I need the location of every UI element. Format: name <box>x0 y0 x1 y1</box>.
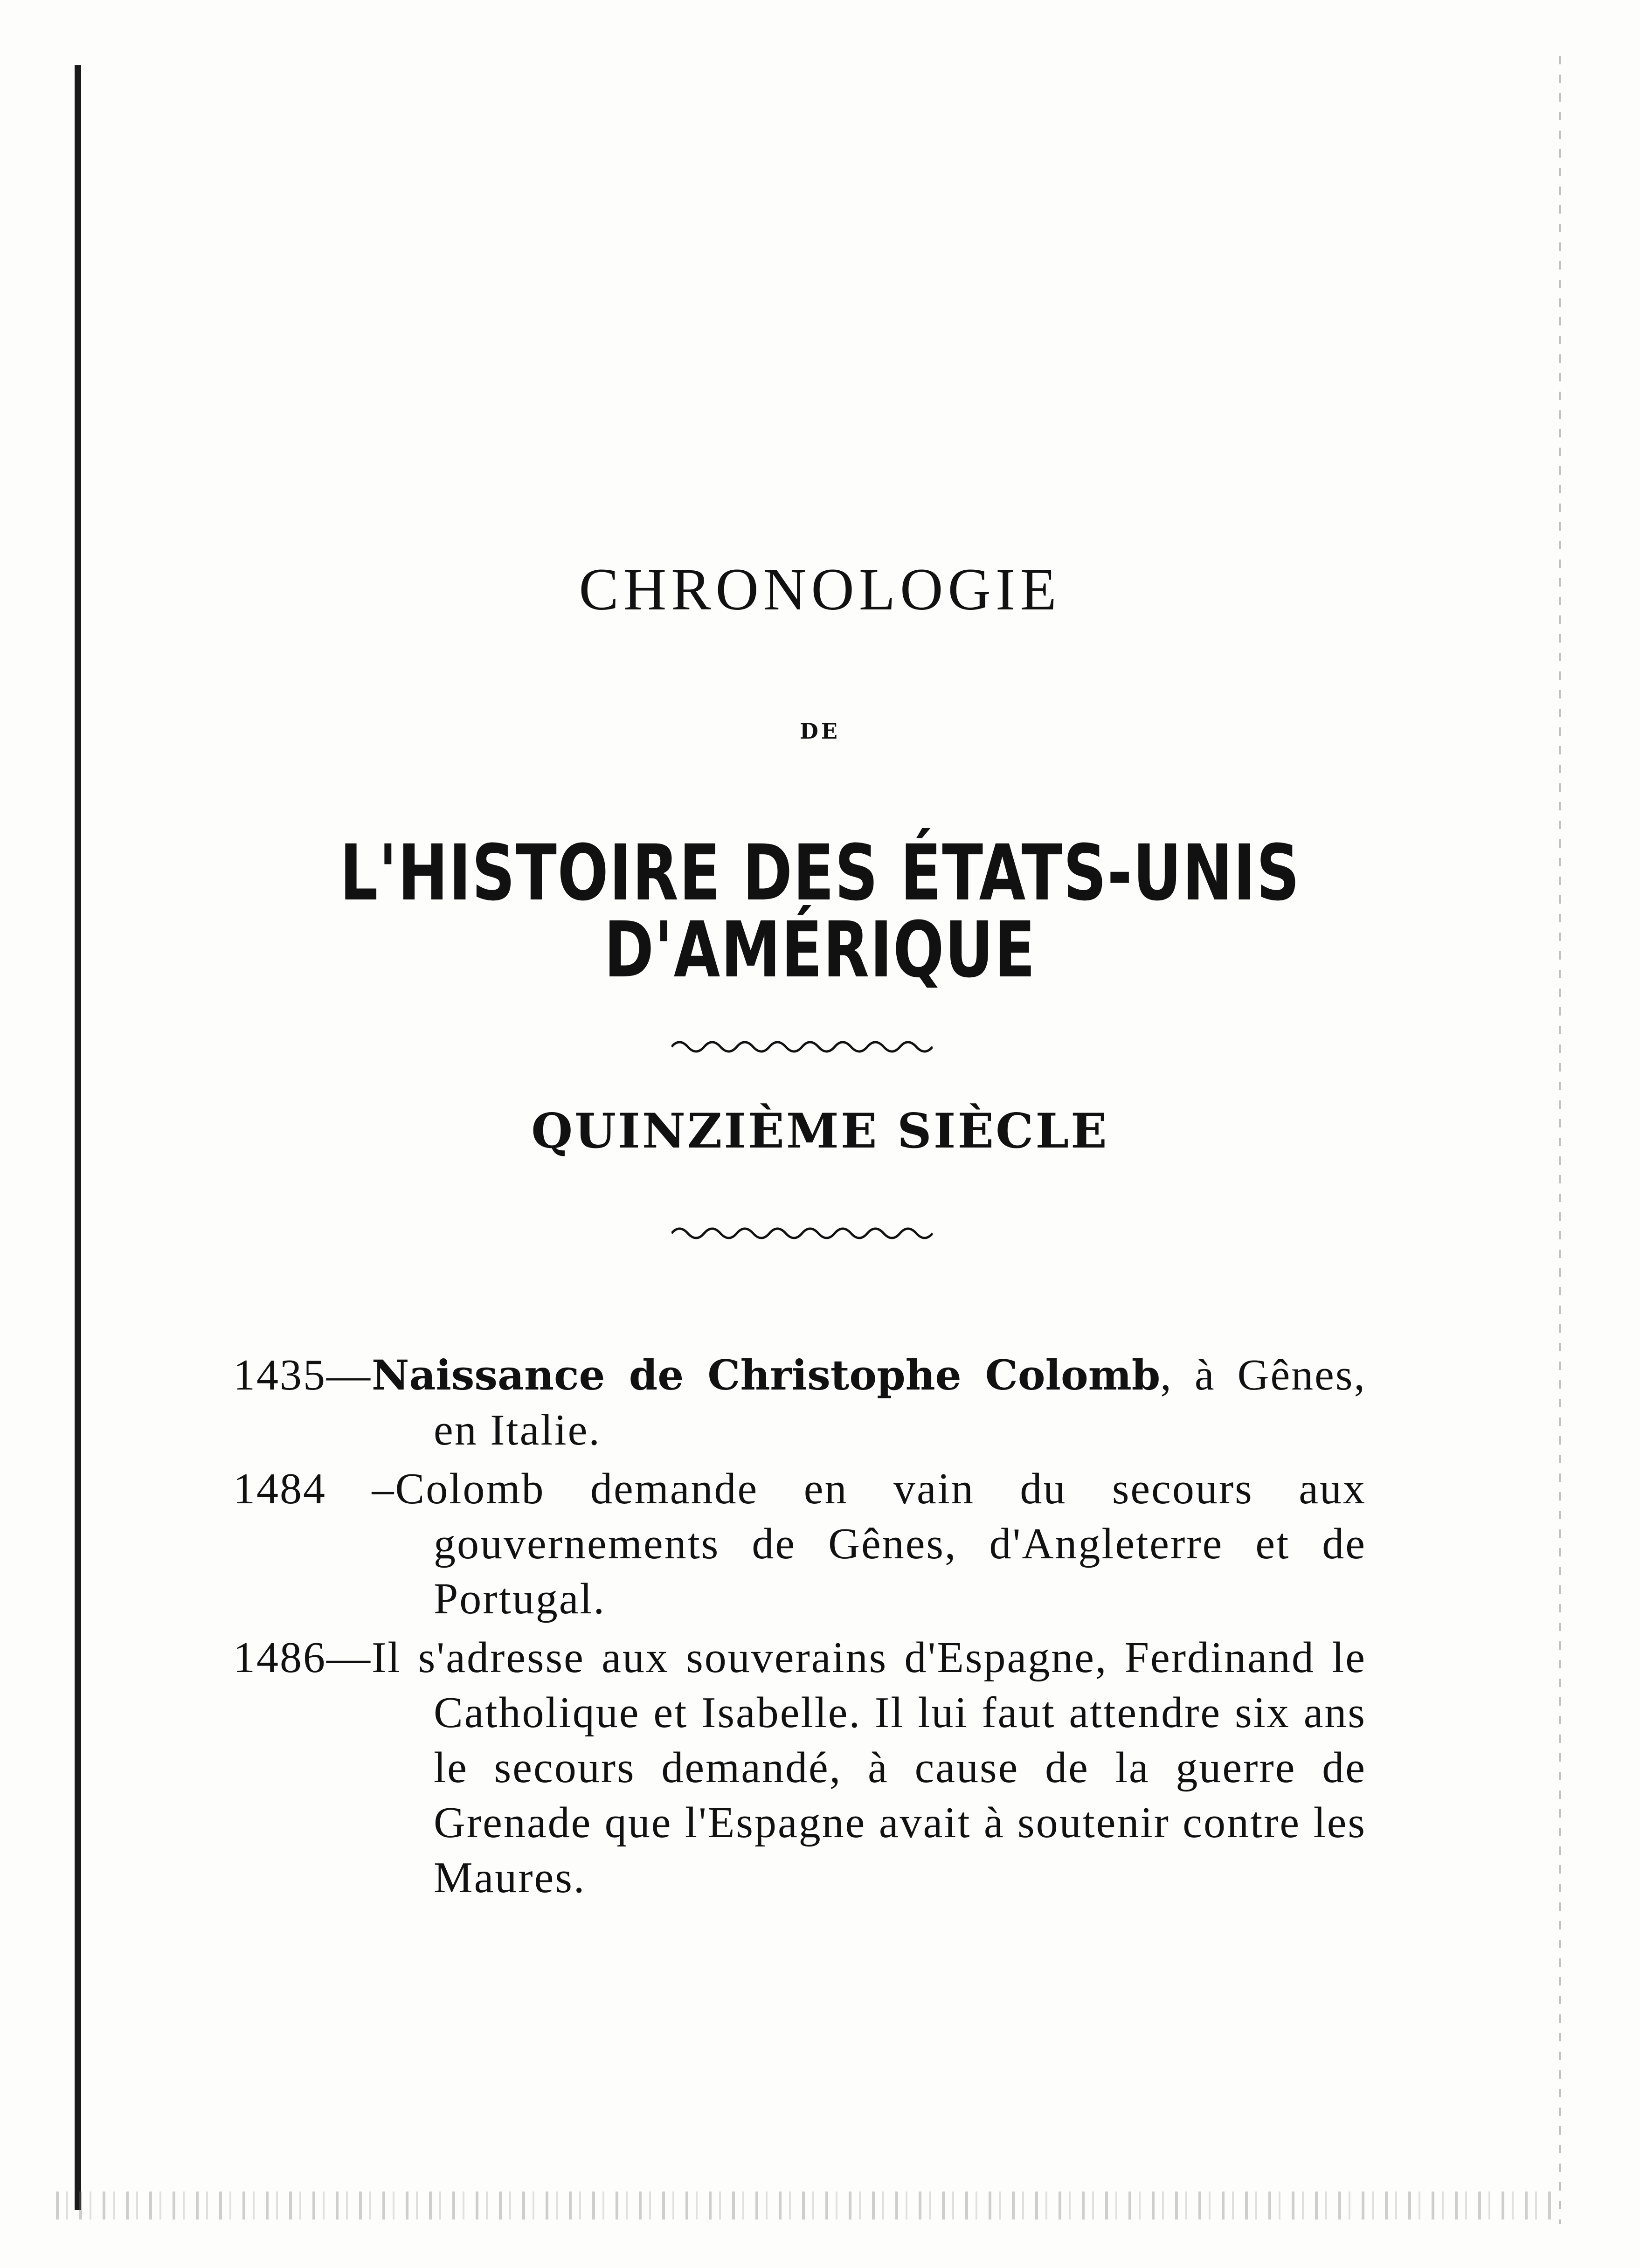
heading-de: DE <box>800 719 840 744</box>
entry-year: 1435 <box>233 1351 326 1399</box>
entry-year: 1484 <box>233 1465 326 1513</box>
entry-year: 1486 <box>233 1633 326 1682</box>
entry-1486 <box>233 1630 1366 1905</box>
heading-chronologie: CHRONOLOGIE <box>579 556 1061 622</box>
entry-separator: — <box>326 1633 372 1682</box>
entry-separator: — <box>326 1351 372 1399</box>
entry-separator: – <box>326 1465 395 1513</box>
entry-text: Il s'adresse aux souverains d'Espagne, Ferdinand le Catholique et Isabelle. Il lui faut attendre six ans le secours demandé, à cause de la guerre de Grenade que l'Espagne avait à soutenir contre les Maures. <box>372 1633 1366 1902</box>
wavy-ornament-top <box>671 1037 933 1056</box>
wavy-ornament-bottom <box>671 1224 933 1243</box>
entry-text: , à Gênes, en Italie. <box>434 1351 1366 1454</box>
entry-lead: Naissance de Christophe Colomb <box>372 1351 1161 1399</box>
entry-1435 <box>233 1348 1366 1458</box>
scan-noise <box>56 2192 1557 2220</box>
section-title: QUINZIÈME SIÈCLE <box>531 1103 1109 1159</box>
chronology-entries <box>233 1348 1366 1909</box>
entry-text: Colomb demande en vain du secours aux gouvernements de Gênes, d'Angleterre et de Portugal. <box>395 1465 1366 1623</box>
heading-main-title: L'HISTOIRE DES ÉTATS-UNIS D'AMÉRIQUE <box>339 828 1301 995</box>
entry-1484 <box>233 1461 1366 1626</box>
